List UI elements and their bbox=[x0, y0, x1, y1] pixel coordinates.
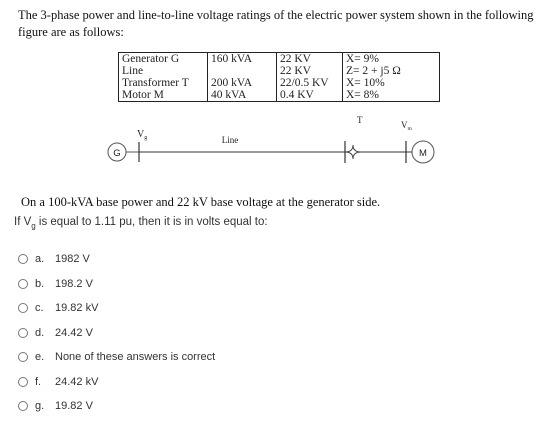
option-letter: d. bbox=[35, 326, 45, 339]
ratings-power-2: 200 kVA bbox=[211, 77, 253, 89]
ratings-impedance-1: Z= 2 + j5 Ω bbox=[346, 65, 401, 77]
radio-button[interactable] bbox=[18, 254, 28, 264]
question-intro: The 3-phase power and line-to-line voltage ratings of the electric power system shown in the following figure are as follows: bbox=[18, 8, 534, 39]
ratings-impedance-0: X= 9% bbox=[346, 53, 379, 65]
transformer-label: T bbox=[357, 115, 363, 125]
motor-symbol bbox=[412, 141, 434, 163]
line-label: Line bbox=[221, 135, 239, 145]
option-text: None of these answers is correct bbox=[55, 351, 216, 364]
option-letter: a. bbox=[35, 253, 45, 266]
ratings-name-1: Line bbox=[122, 65, 144, 77]
option-text: 24.42 V bbox=[55, 326, 93, 339]
ratings-name-3: Motor M bbox=[122, 89, 164, 101]
ratings-impedance-2: X= 10% bbox=[346, 77, 385, 89]
option-a[interactable] bbox=[18, 247, 215, 272]
ratings-impedance-3: X= 8% bbox=[346, 89, 379, 101]
vg-label: $V_g$ bbox=[137, 129, 148, 141]
transformer-symbol bbox=[345, 115, 363, 159]
base-statement: On a 100-kVA base power and 22 kV base voltage at the generator side. bbox=[21, 195, 381, 209]
option-b[interactable] bbox=[18, 272, 215, 297]
option-d[interactable] bbox=[18, 321, 215, 346]
option-c[interactable] bbox=[18, 296, 215, 321]
option-text: 24.42 kV bbox=[55, 375, 99, 388]
option-letter: b. bbox=[35, 277, 45, 290]
answer-options bbox=[18, 247, 215, 419]
option-letter: g. bbox=[35, 400, 45, 413]
option-text: 19.82 kV bbox=[55, 302, 99, 315]
ratings-power-3: 40 kVA bbox=[211, 89, 247, 101]
generator-symbol bbox=[108, 143, 126, 161]
single-line-diagram bbox=[100, 112, 450, 188]
radio-button[interactable] bbox=[18, 279, 28, 289]
motor-label: M bbox=[419, 148, 427, 159]
generator-label: G bbox=[113, 148, 121, 159]
prompt-after: is equal to 1.11 pu, then it is in volts equal to: bbox=[35, 216, 268, 228]
option-text: 1982 V bbox=[55, 253, 90, 266]
radio-button[interactable] bbox=[18, 303, 28, 313]
option-f[interactable] bbox=[18, 370, 215, 395]
ratings-row bbox=[119, 53, 440, 102]
ratings-power-0: 160 kVA bbox=[211, 53, 253, 65]
radio-button[interactable] bbox=[18, 377, 28, 387]
vm-label: $V_m$ bbox=[401, 120, 412, 132]
radio-button[interactable] bbox=[18, 352, 28, 362]
option-text: 19.82 V bbox=[55, 400, 93, 413]
ratings-voltage-3: 0.4 KV bbox=[280, 89, 314, 101]
option-letter: c. bbox=[35, 302, 44, 315]
radio-button[interactable] bbox=[18, 401, 28, 411]
ratings-name-0: Generator G bbox=[122, 53, 180, 65]
ratings-voltage-1: 22 KV bbox=[280, 65, 311, 77]
ratings-name-2: Transformer T bbox=[122, 77, 189, 89]
option-text: 198.2 V bbox=[55, 277, 93, 290]
ratings-power-1 bbox=[211, 65, 273, 77]
prompt-sub: g bbox=[31, 221, 36, 231]
question-prompt bbox=[14, 216, 268, 230]
option-g[interactable] bbox=[18, 394, 215, 419]
ratings-voltage-2: 22/0.5 KV bbox=[280, 77, 329, 89]
option-e[interactable] bbox=[18, 345, 215, 370]
ratings-table bbox=[118, 52, 440, 102]
option-letter: e. bbox=[35, 351, 45, 364]
ratings-voltage-0: 22 KV bbox=[280, 53, 311, 65]
radio-button[interactable] bbox=[18, 328, 28, 338]
prompt-before: If V bbox=[14, 216, 32, 228]
option-letter: f. bbox=[35, 375, 42, 388]
